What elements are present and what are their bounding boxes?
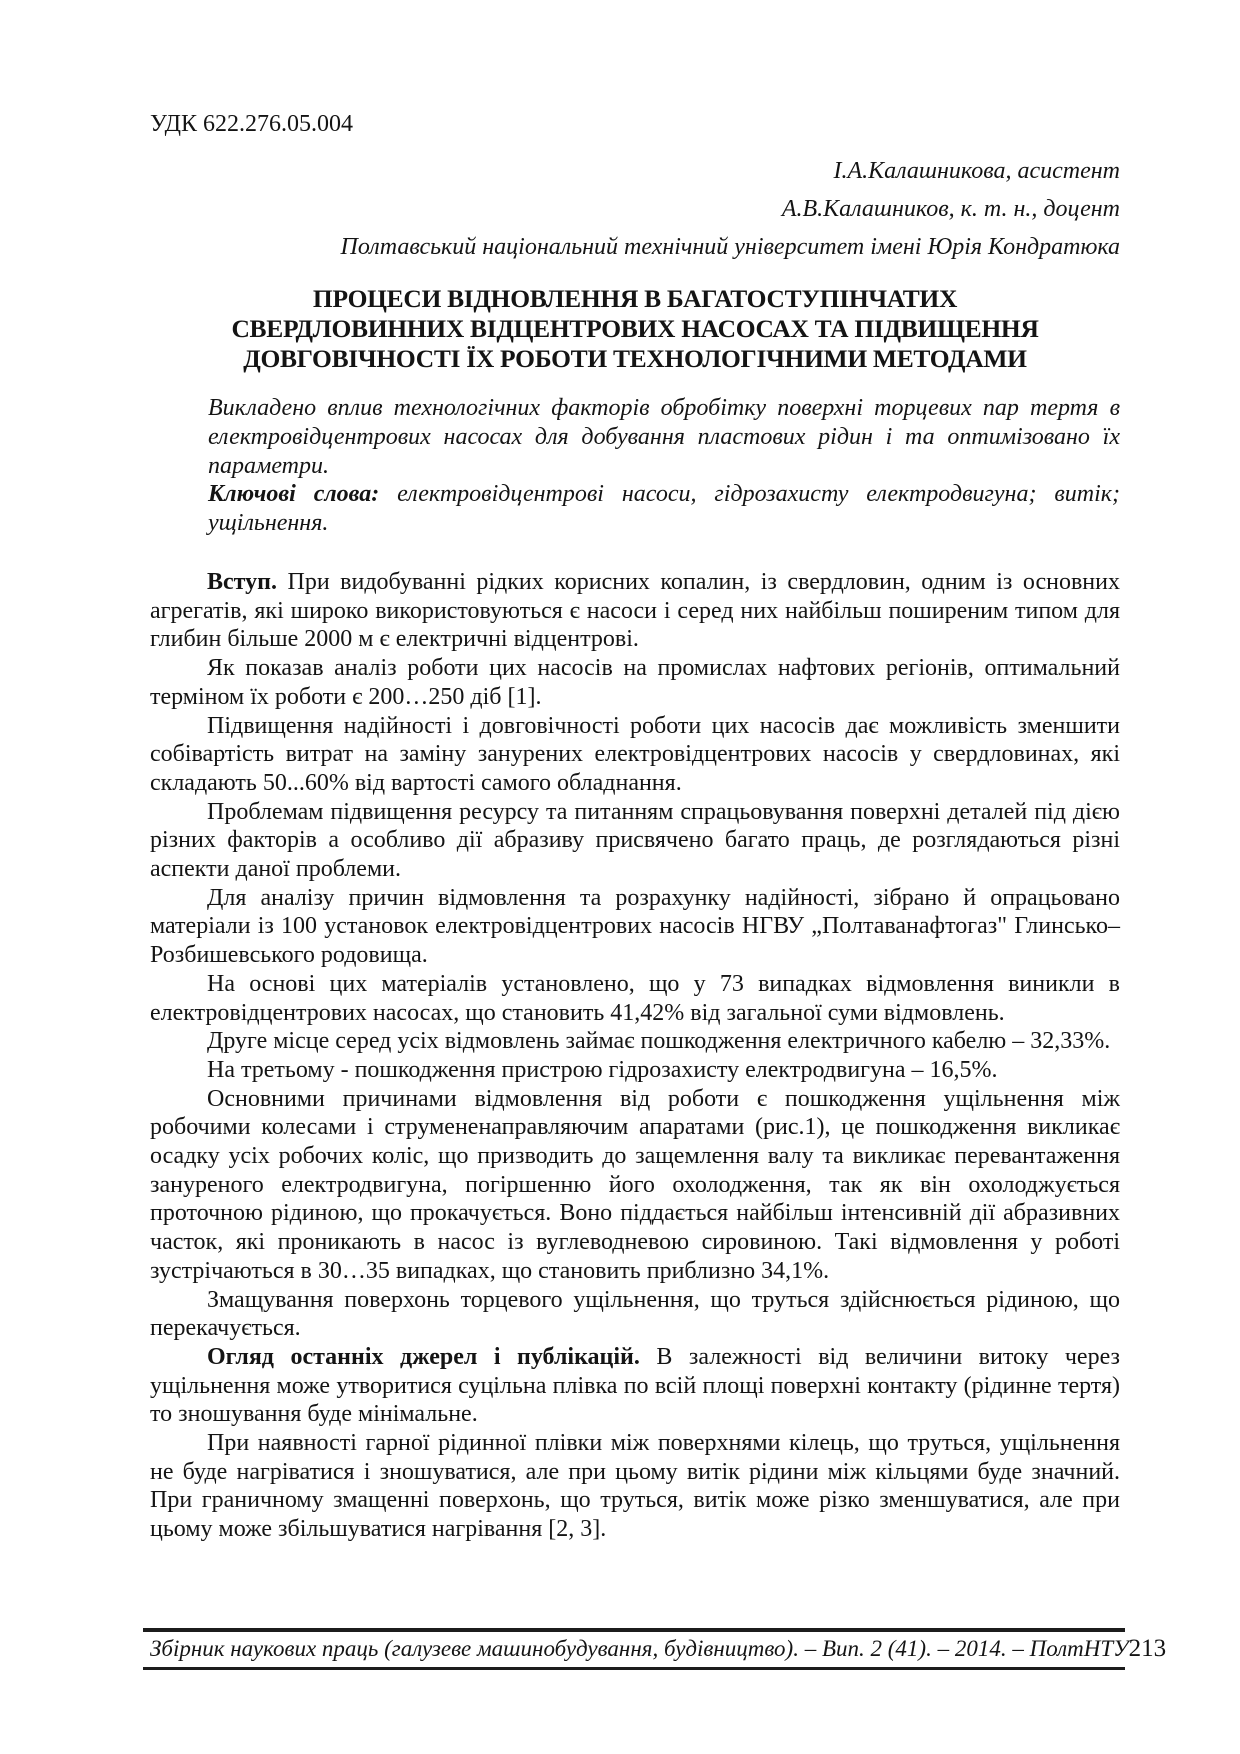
body-paragraph: Основними причинами відмовлення від роботи є пошкодження ущільнення між робочими колесами і струмененаправляючим апаратами (рис.1), це пошкодження викликає осадку усіх робочих коліс, що призводить до защемлення валу та викликає перевантаження зануреного електродвигуна, погіршенню його охолодження, так як він охолоджується проточною рідиною, що прокачується. Воно піддається найбільш інтенсивній дії абразивних часток, які проникають в насос із вуглеводневою сировиною. Такі відмовлення у роботі зустрічаються в 30…35 випадках, що становить приблизно 34,1%.	[150, 1085, 1120, 1284]
article-title	[150, 284, 1120, 374]
body-paragraph: На основі цих матеріалів установлено, що у 73 випадках відмовлення виникли в електровідцентрових насосах, що становить 41,42% від загальної суми відмовлень.	[150, 970, 1120, 1026]
udc-code: УДК 622.276.05.004	[150, 111, 353, 137]
authors-block	[150, 152, 1120, 266]
body-paragraph: Підвищення надійності і довговічності роботи цих насосів дає можливість зменшити собівартість витрат на заміну занурених електровідцентрових насосів у свердловинах, які складають 50...60% від вартості самого обладнання.	[150, 712, 1120, 796]
body-paragraph: Для аналізу причин відмовлення та розрахунку надійності, зібрано й опрацьовано матеріали із 100 установок електровідцентрових насосів НГВУ „Полтаванафтогаз" Глинсько–Розбишевського родовища.	[150, 884, 1120, 969]
author-line-2: А.В.Калашников, к. т. н., доцент	[781, 196, 1120, 222]
paragraph-lead: Вступ.	[207, 568, 288, 595]
keywords-label: Ключові слова:	[208, 481, 380, 508]
abstract-text: Викладено вплив технологічних факторів обробітку поверхні торцевих пар тертя в електровідцентрових насосах для добування пластових рідин і та оптимізовано їх параметри.	[208, 395, 1120, 479]
body-paragraph: Як показав аналіз роботи цих насосів на промислах нафтових регіонів, оптимальний терміном їх роботи є 200…250 діб [1].	[150, 655, 1120, 710]
title-line-3: ДОВГОВІЧНОСТІ ЇХ РОБОТИ ТЕХНОЛОГІЧНИМИ МЕТОДАМИ	[243, 344, 1027, 373]
affiliation-line: Полтавський національний технічний університет імені Юрія Кондратюка	[340, 234, 1120, 260]
page-number: 213	[1128, 1635, 1167, 1662]
body-paragraph: Огляд останніх джерел і публікацій. В залежності від величини витоку через ущільнення може утворитися суцільна плівка по всій площі поверхні контакту (рідинне тертя) то зношування буде мінімальне.	[150, 1343, 1121, 1428]
body-paragraph: Вступ. При видобуванні рідких корисних копалин, із свердловин, одним із основних агрегатів, які широко використовуються є насоси і серед них найбільш поширеним типом для глибин більше 2000 м є електричні відцентрові.	[150, 568, 1120, 653]
article-body	[150, 568, 1120, 1544]
title-line-1: ПРОЦЕСИ ВІДНОВЛЕННЯ В БАГАТОСТУПІНЧАТИХ	[312, 284, 958, 313]
author-line-1: І.А.Калашникова, асистент	[833, 158, 1120, 184]
keywords-text: електровідцентрові насоси, гідрозахисту електродвигуна; витік; ущільнення.	[208, 481, 1120, 537]
paragraph-lead: Огляд останніх джерел і публікацій.	[207, 1343, 657, 1370]
body-paragraph: Проблемам підвищення ресурсу та питанням спрацьовування поверхні деталей під дією різних факторів а особливо дії абразиву присвячено багато праць, де розглядаються різні аспекти даної проблеми.	[150, 798, 1120, 883]
body-paragraph: Друге місце серед усіх відмовлень займає пошкодження електричного кабелю – 32,33%.	[207, 1028, 1111, 1055]
body-paragraph: При наявності гарної рідинної плівки між поверхнями кілець, що труться, ущільнення не буде нагріватися і зношуватися, але при цьому витік рідини між кільцями буде значний. При граничному змащенні поверхонь, що труться, витік може різко зменшуватися, але при цьому може збільшуватися нагрівання [2, 3].	[150, 1430, 1120, 1543]
body-paragraph: Змащування поверхонь торцевого ущільнення, що труться здійснюється рідиною, що перекачується.	[150, 1286, 1120, 1342]
keywords-line	[208, 480, 1120, 538]
journal-reference: Збірник наукових праць (галузеве машинобудування, будівництво). – Вип. 2 (41). – 2014. – ПолтНТУ	[150, 1636, 1129, 1661]
footer-row	[143, 1635, 1167, 1663]
page-footer	[143, 1628, 1167, 1670]
body-paragraph: На третьому - пошкодження пристрою гідрозахисту електродвигуна – 16,5%.	[207, 1056, 998, 1083]
title-line-2: СВЕРДЛОВИННИХ ВІДЦЕНТРОВИХ НАСОСАХ ТА ПІДВИЩЕННЯ	[231, 314, 1039, 343]
abstract-block	[208, 394, 1120, 538]
